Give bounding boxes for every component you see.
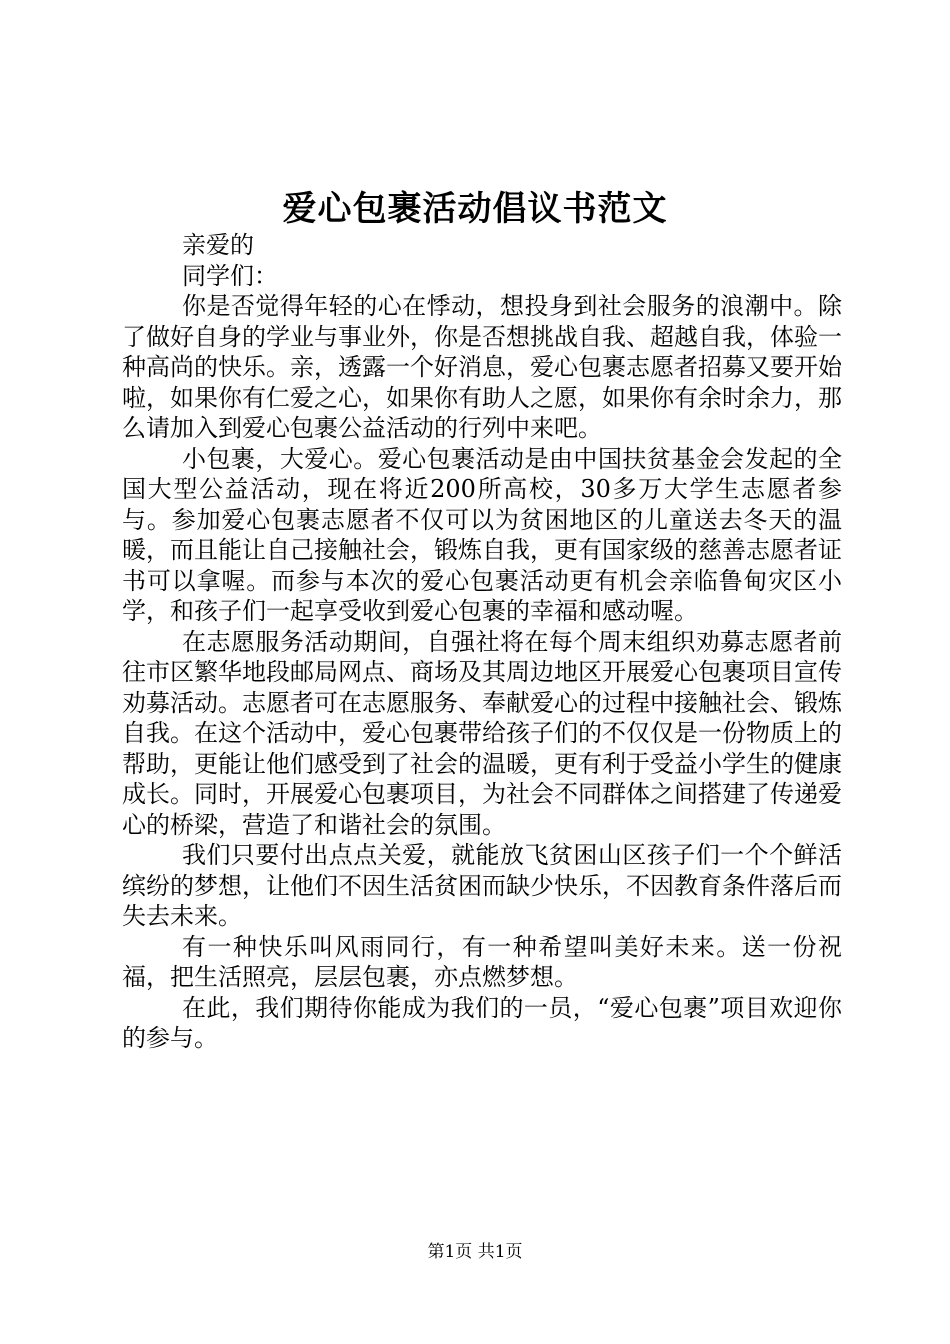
greeting-line: 亲爱的 (182, 231, 254, 259)
document-title: 爱心包裹活动倡议书范文 (282, 189, 668, 229)
greeting-line: 同学们： (182, 261, 278, 290)
body-paragraph: 在志愿服务活动期间，自强社将在每个周末组织劝募志愿者前往市区繁华地段邮局网点、商场及其周边地区开展爱心包裹项目宣传劝募活动。志愿者可在志愿服务、奉献爱心的过程中接触社会、锻炼自我。在这个活动中，爱心包裹带给孩子们的不仅仅是一份物质上的帮助，更能让他们感受到了社会的温暖，更有利于受益小学生的健康成长。同时，开展爱心包裹项目，为社会不同群体之间搭建了传递爱心的桥梁，营造了和谐社会的氛围。 (122, 627, 842, 839)
body-paragraph: 有一种快乐叫风雨同行，有一种希望叫美好未来。送一份祝福，把生活照亮，层层包裹，亦点燃梦想。 (122, 932, 842, 991)
body-paragraph: 在此，我们期待你能成为我们的一员，“爱心包裹”项目欢迎你的参与。 (122, 993, 842, 1052)
body-paragraph: 我们只要付出点点关爱，就能放飞贫困山区孩子们一个个鲜活缤纷的梦想，让他们不因生活贫困而缺少快乐，不因教育条件落后而失去未来。 (122, 841, 842, 930)
document-body (122, 230, 842, 1054)
body-paragraph: 小包裹，大爱心。爱心包裹活动是由中国扶贫基金会发起的全国大型公益活动，现在将近200所高校，30多万大学生志愿者参与。参加爱心包裹志愿者不仅可以为贫困地区的儿童送去冬天的温暖，而且能让自己接触社会，锻炼自我，更有国家级的慈善志愿者证书可以拿喔。而参与本次的爱心包裹活动更有机会亲临鲁甸灾区小学，和孩子们一起享受收到爱心包裹的幸福和感动喔。 (122, 444, 842, 625)
page-footer: 第1页 共1页 (427, 1242, 523, 1262)
body-paragraph: 你是否觉得年轻的心在悸动，想投身到社会服务的浪潮中。除了做好自身的学业与事业外，你是否想挑战自我、超越自我，体验一种高尚的快乐。亲，透露一个好消息，爱心包裹志愿者招募又要开始啦，如果你有仁爱之心，如果你有助人之愿，如果你有余时余力，那么请加入到爱心包裹公益活动的行列中来吧。 (122, 292, 842, 442)
